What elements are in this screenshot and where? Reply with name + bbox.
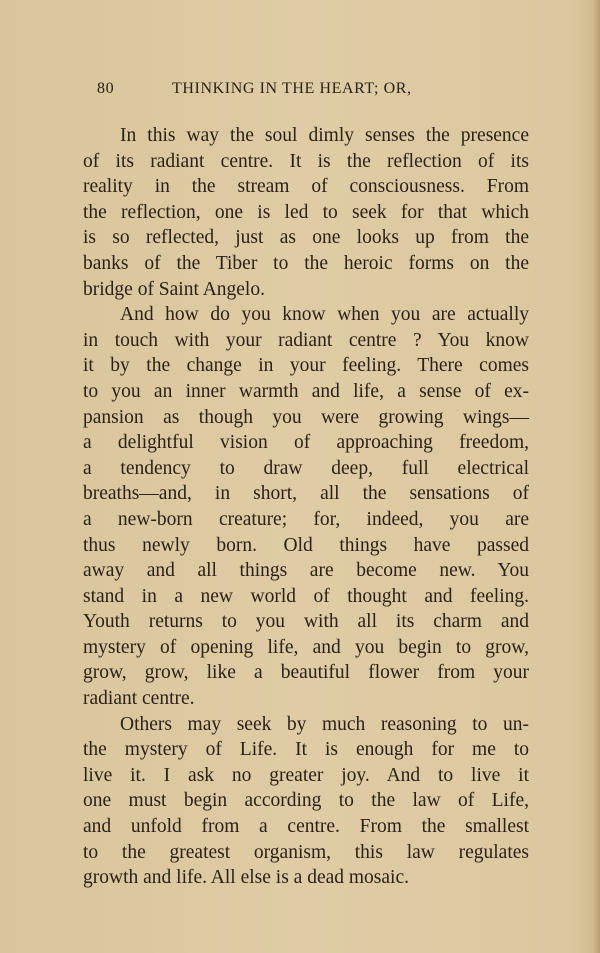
text-line: the mystery of Life. It is enough for me to — [83, 739, 529, 761]
text-line: And how do you know when you are actually — [120, 304, 529, 326]
text-line: thus newly born. Old things have passed — [83, 534, 529, 556]
text-line: it by the change in your feeling. There comes — [83, 355, 529, 377]
paragraph — [83, 302, 529, 712]
text-line: Others may seek by much reasoning to un- — [120, 713, 529, 735]
text-line: of its radiant centre. It is the reflection of its — [83, 150, 529, 172]
text-line: live it. I ask no greater joy. And to live it — [83, 764, 529, 786]
text-line: stand in a new world of thought and feeling. — [83, 585, 529, 607]
text-line: In this way the soul dimly senses the presence — [120, 125, 529, 146]
text-line: Youth returns to you with all its charm and — [83, 611, 529, 633]
running-title: THINKING IN THE HEART; OR, — [172, 80, 412, 97]
text-line: to the greatest organism, this law regulates — [83, 841, 529, 863]
paragraph — [83, 123, 529, 302]
page-edge — [594, 0, 600, 953]
text-line: in touch with your radiant centre ? You know — [83, 329, 529, 351]
text-line: a delightful vision of approaching freedom, — [83, 432, 529, 454]
text-line: away and all things are become new. You — [83, 560, 529, 582]
text-line: is so reflected, just as one looks up from the — [83, 227, 529, 249]
text-line: growth and life. All else is a dead mosaic. — [83, 867, 409, 889]
paragraph — [83, 712, 529, 891]
text-line: bridge of Saint Angelo. — [83, 278, 265, 300]
text-line: a tendency to draw deep, full electrical — [83, 457, 529, 479]
text-line: to you an inner warmth and life, a sense of ex- — [83, 380, 529, 402]
text-line: and unfold from a centre. From the smallest — [83, 816, 529, 838]
text-line: breaths—and, in short, all the sensations of — [83, 483, 529, 505]
text-line: radiant centre. — [83, 688, 195, 710]
page-number: 80 — [97, 80, 115, 97]
body-text — [83, 123, 529, 891]
text-line: the reflection, one is led to seek for that which — [83, 201, 529, 223]
text-line: pansion as though you were growing wings— — [83, 406, 529, 428]
text-line: one must begin according to the law of Life, — [83, 790, 529, 812]
text-line: reality in the stream of consciousness. From — [83, 176, 529, 198]
text-line: banks of the Tiber to the heroic forms on the — [83, 252, 529, 274]
text-line: grow, grow, like a beautiful flower from your — [83, 662, 529, 684]
text-line: mystery of opening life, and you begin to grow, — [83, 636, 529, 658]
text-line: a new-born creature; for, indeed, you are — [83, 508, 529, 530]
running-header — [0, 80, 600, 102]
